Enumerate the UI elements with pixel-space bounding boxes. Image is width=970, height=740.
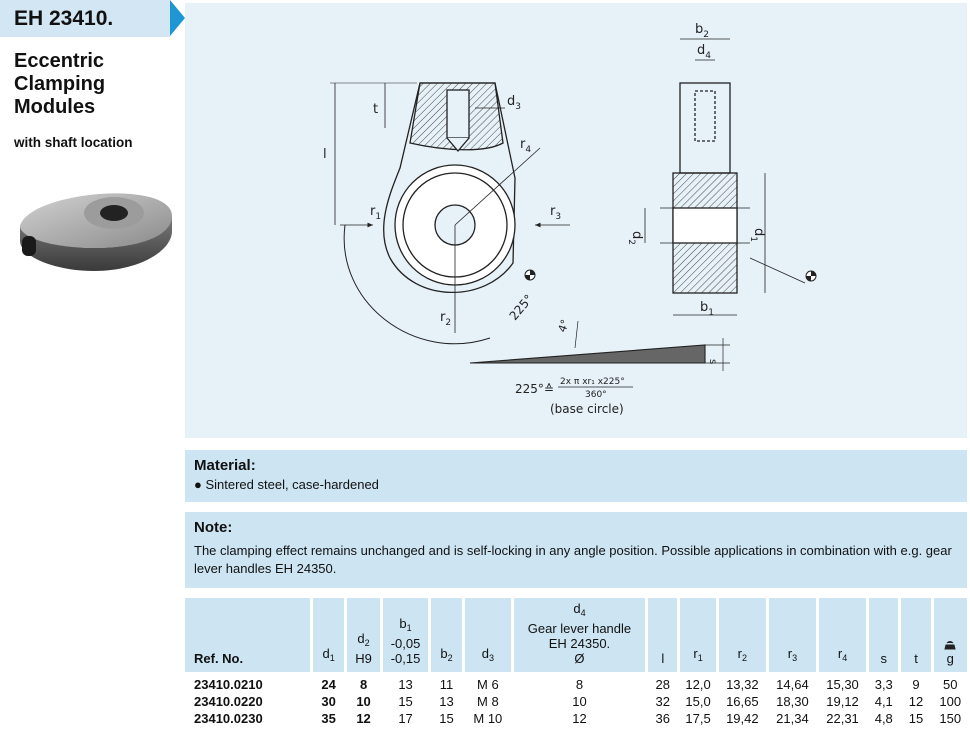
col-r1: $r_1$ (679, 598, 717, 672)
drawing-label-l: l (323, 147, 327, 162)
drawing-label-d4: $d_4$ (697, 43, 711, 61)
material-text: Sintered steel, case-hardened (205, 477, 379, 492)
note-heading: Note: (194, 519, 233, 536)
col-r3: $r_3$ (767, 598, 817, 672)
drawing-label-s: s (707, 359, 718, 365)
technical-drawing (185, 3, 967, 438)
drawing-label-4deg: 4° (555, 317, 573, 335)
drawing-label-d3: $d_3$ (507, 94, 521, 112)
note-text: The clamping effect remains unchanged and is self-locking in any angle position. Possible applications in combination with e.g. gear lever handles EH 24350. (194, 543, 952, 576)
drawing-label-r1: $r_1$ (370, 204, 382, 222)
col-s: s (868, 598, 900, 672)
drawing-label-r2: $r_2$ (440, 310, 452, 328)
note-box (185, 512, 967, 588)
formula-prefix: 225°≙ (515, 382, 554, 396)
article-code-tab (0, 0, 170, 37)
surface-symbol-icon (806, 271, 816, 281)
col-d2: $d_2$ H9 (346, 598, 382, 672)
material-heading: Material: (194, 457, 256, 474)
product-subtitle: with shaft location (14, 135, 133, 150)
drawing-label-b1: $b_1$ (700, 300, 714, 318)
tab-arrow-icon (170, 0, 185, 36)
drawing-label-d1: $d_1$ (748, 228, 766, 242)
col-g: g (932, 598, 967, 672)
formula-denominator: 360° (585, 390, 607, 400)
wedge-diagram (470, 321, 730, 371)
front-view (330, 83, 573, 344)
col-l: l (647, 598, 679, 672)
col-d4: $d_4$ Gear lever handle EH 24350. Ø (512, 598, 647, 672)
surface-symbol-icon (525, 270, 535, 280)
table-row: 23410.0210 24 8 13 11 M 6 8 28 12,0 13,32 14,64 15,30 3,3 9 50 (185, 672, 967, 693)
base-circle-note: (base circle) (550, 402, 624, 416)
col-ref: Ref. No. (185, 598, 312, 672)
col-r2: $r_2$ (717, 598, 767, 672)
material-box (185, 450, 967, 502)
drawing-label-d2: $d_2$ (626, 231, 644, 245)
article-code: EH 23410. (14, 7, 114, 30)
weight-icon (944, 641, 956, 650)
product-title (14, 50, 174, 119)
col-b2: $b_2$ (430, 598, 464, 672)
table-row: 23410.0230 35 12 17 15 M 10 12 36 17,5 19,42 21,34 22,31 4,8 15 150 (185, 710, 967, 727)
table-row: 23410.0220 30 10 15 13 M 8 10 32 15,0 16,65 18,30 19,12 4,1 12 100 (185, 693, 967, 710)
product-photo (14, 186, 174, 281)
drawing-label-t: t (373, 102, 379, 117)
spec-table (185, 598, 967, 727)
drawing-label-r4: $r_4$ (520, 137, 532, 155)
drawing-label-r3: $r_3$ (550, 204, 562, 222)
col-t: t (900, 598, 932, 672)
material-item: ● Sintered steel, case-hardened (194, 477, 379, 492)
title-line-3: Modules (14, 96, 96, 118)
col-d1: $d_1$ (312, 598, 346, 672)
title-line-2: Clamping (14, 73, 106, 95)
side-view (645, 39, 805, 315)
title-line-1: Eccentric (14, 50, 105, 72)
drawing-label-angle: 225° (506, 291, 536, 323)
table-header-row (185, 598, 967, 672)
col-r4: $r_4$ (817, 598, 867, 672)
col-d3: $d_3$ (464, 598, 513, 672)
formula-numerator: 2x π xr₁ x225° (560, 377, 625, 387)
drawing-canvas (185, 3, 967, 438)
col-b1: $b_1$ -0,05 -0,15 (382, 598, 430, 672)
drawing-label-b2: $b_2$ (695, 22, 709, 40)
